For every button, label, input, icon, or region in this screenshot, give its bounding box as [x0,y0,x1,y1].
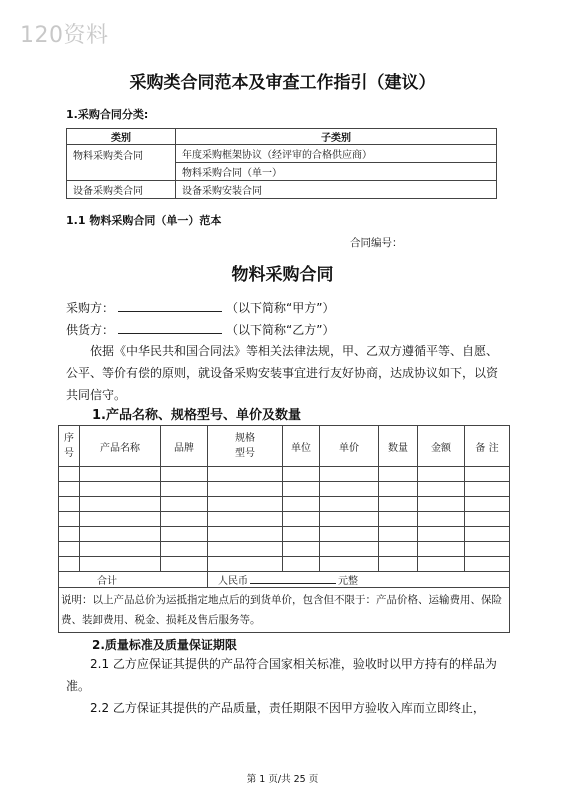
contract-title: 物料采购合同 [231,265,334,285]
header-unit: 单位 [283,426,320,467]
total-label: 合计 [59,572,208,588]
header-seq-line1: 序 [64,433,74,444]
header-product-name: 产品名称 [80,426,161,467]
table-row [59,542,510,557]
note-row [59,588,510,633]
category-cell: 物料采购类合同 [67,145,176,181]
watermark-text: 120资料 [20,23,109,48]
intro-paragraph: 依据《中华民共和国合同法》等相关法律法规，甲、乙双方遵循平等、自愿、公平、等价有偿的原则，就设备采购安装事宜进行友好协商，达成协议如下，以资共同信守。 [66,344,499,402]
rmb-suffix: 元整 [338,576,358,587]
header-category: 类别 [67,129,176,145]
header-spec [208,426,283,467]
header-qty: 数量 [379,426,418,467]
product-table-header [59,426,510,467]
category-cell: 设备采购类合同 [67,181,176,199]
table-row [59,512,510,527]
subcategory-cell: 设备采购安装合同 [176,181,497,199]
total-row [59,572,510,588]
table-row [59,527,510,542]
contract-number-label: 合同编号： [350,237,403,249]
product-heading: 1.产品名称、规格型号、单价及数量 [92,408,301,423]
subcategory-cell: 年度采购框架协议（经评审的合格供应商） [176,145,497,163]
header-brand: 品牌 [161,426,208,467]
table-row [59,497,510,512]
document-title: 采购类合同范本及审查工作指引（建议） [129,73,436,93]
table-row [59,557,510,572]
product-note: 说明：以上产品总价为运抵指定地点后的到货单价，包含但不限于：产品价格、运输费用、保险费、装卸费用、税金、损耗及售后服务等。 [59,588,510,633]
header-seq [59,426,80,467]
clause-2-2: 2.2 乙方保证其提供的产品质量，责任期限不因甲方验收入库而立即终止， [90,701,485,715]
total-rmb-cell [208,572,510,588]
buyer-suffix: （以下简称“甲方”） [226,301,335,315]
quality-heading: 2.质量标准及质量保证期限 [92,638,237,652]
buyer-label: 采购方： [66,301,115,315]
header-price: 单价 [320,426,379,467]
seller-suffix: （以下简称“乙方”） [226,323,335,337]
page-footer: 第 1 页/共 25 页 [246,774,319,785]
header-amount: 金额 [418,426,465,467]
header-remark: 备 注 [465,426,510,467]
seller-line [66,321,334,338]
table-row [59,467,510,482]
category-table-header [67,129,497,145]
section-1-heading: 1.采购合同分类: [66,108,149,121]
clause-2-1: 2.1 乙方应保证其提供的产品符合国家相关标准，验收时以甲方持有的样品为准。 [66,657,497,693]
seller-blank[interactable] [118,321,222,334]
buyer-line [66,299,334,316]
subcategory-cell: 物料采购合同（单一） [176,163,497,181]
header-spec-line1: 规格 [235,433,255,444]
table-row [67,181,497,199]
section-1-1-heading: 1.1 物料采购合同（单一）范本 [66,214,222,227]
header-spec-line2: 型号 [235,448,255,459]
header-seq-line2: 号 [64,448,74,459]
seller-label: 供货方： [66,323,115,337]
rmb-label: 人民币 [218,576,248,587]
header-subcategory: 子类别 [176,129,497,145]
rmb-blank[interactable] [250,573,336,584]
table-row [59,482,510,497]
category-table [66,128,497,199]
table-row [67,145,497,163]
buyer-blank[interactable] [118,299,222,312]
product-table [58,425,510,633]
